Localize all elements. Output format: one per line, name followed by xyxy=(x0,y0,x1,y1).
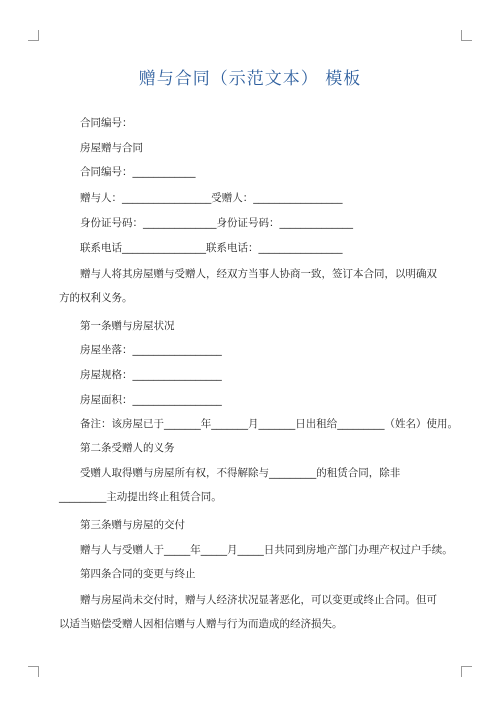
section-4-paragraph-text: 赠与房屋尚未交付时，赠与人经济状况显著恶化，可以变更或终止合同。但可以适当赔偿受赠人因相信赠与人赠与行为而造成的经济损失。 xyxy=(59,594,437,630)
section-1-heading: 第一条赠与房屋状况 xyxy=(80,320,175,332)
section-4-paragraph xyxy=(59,588,443,636)
phone-line: 联系电话________________联系电话：________________ xyxy=(80,242,343,254)
document-title: 赠与合同（示范文本） 模板 xyxy=(138,69,362,89)
intro-paragraph xyxy=(59,262,443,310)
section-2-heading: 第二条受赠人的义务 xyxy=(80,442,175,454)
contract-subtitle: 房屋赠与合同 xyxy=(80,142,143,154)
section-2-paragraph-text: 受赠人取得赠与房屋所有权，不得解除与_________的租赁合同，除非_________主动提出终止租赁合同。 xyxy=(59,467,401,503)
house-spec-line: 房屋规格：_________________ xyxy=(80,369,222,381)
section-3-heading: 第三条赠与房屋的交付 xyxy=(80,519,185,531)
contract-number-label: 合同编号： xyxy=(80,117,133,129)
remark-line: 备注：该房屋已于_______年_______月_______日出租给_________（姓名）使用。 xyxy=(80,418,458,430)
section-4-heading: 第四条合同的变更与终止 xyxy=(80,568,196,580)
id-number-line: 身份证号码：______________身份证号码：______________ xyxy=(80,217,353,229)
crop-mark-bottom-left xyxy=(28,666,39,677)
intro-paragraph-text: 赠与人将其房屋赠与受赠人，经双方当事人协商一致，签订本合同，以明确双方的权利义务。 xyxy=(59,268,437,304)
crop-mark-top-right xyxy=(461,30,472,41)
crop-mark-top-left xyxy=(28,30,39,41)
donor-recipient-line: 赠与人：_________________受赠人：_________________ xyxy=(80,192,343,204)
section-2-paragraph xyxy=(59,461,443,509)
crop-mark-bottom-right xyxy=(461,666,472,677)
contract-number-field: 合同编号：____________ xyxy=(80,166,196,178)
house-location-line: 房屋坐落：_________________ xyxy=(80,344,222,356)
house-area-line: 房屋面积：_________________ xyxy=(80,394,222,406)
transfer-line: 赠与人与受赠人于_____年_____月_____日共同到房地产部门办理产权过户手续。 xyxy=(80,544,453,556)
